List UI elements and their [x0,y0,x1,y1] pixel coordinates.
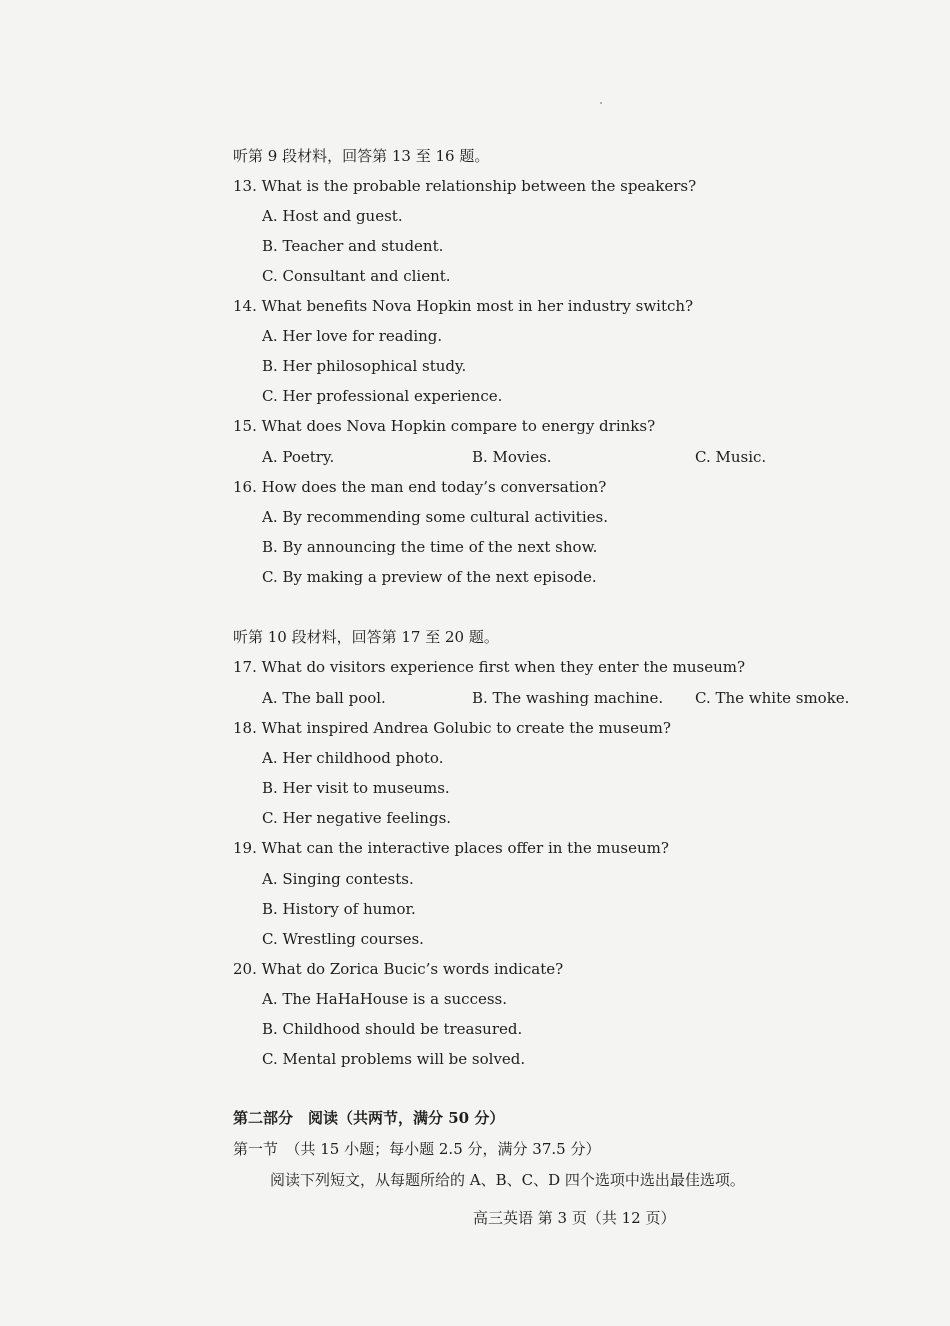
question-16: 16. How does the man end today’s conversation? [233,478,607,496]
page-footer: 高三英语 第 3 页（共 12 页） [473,1209,676,1227]
section9-heading: 听第 9 段材料，回答第 13 至 16 题。 [233,147,490,165]
q14-option-b: B. Her philosophical study. [262,357,467,375]
q20-option-c: C. Mental problems will be solved. [262,1050,526,1068]
q15-option-b: B. Movies. [472,448,552,466]
scan-speck [600,102,602,104]
q19-option-b: B. History of humor. [262,900,416,918]
q19-option-c: C. Wrestling courses. [262,930,424,948]
q18-option-b: B. Her visit to museums. [262,779,450,797]
question-17: 17. What do visitors experience first when they enter the museum? [233,658,746,676]
q17-option-c: C. The white smoke. [695,689,850,707]
q18-option-a: A. Her childhood photo. [262,749,444,767]
section10-heading: 听第 10 段材料，回答第 17 至 20 题。 [233,628,499,646]
q15-option-c: C. Music. [695,448,767,466]
q14-option-a: A. Her love for reading. [262,327,443,345]
q13-option-a: A. Host and guest. [262,207,403,225]
question-19: 19. What can the interactive places offer in the museum? [233,839,669,857]
part2-section1: 第一节 （共 15 小题；每小题 2.5 分，满分 37.5 分） [233,1140,601,1158]
q19-option-a: A. Singing contests. [262,870,414,888]
part2-instruction: 阅读下列短文，从每题所给的 A、B、C、D 四个选项中选出最佳选项。 [270,1171,745,1189]
question-20: 20. What do Zorica Bucic’s words indicate? [233,960,564,978]
q15-option-a: A. Poetry. [262,448,335,466]
part2-title: 第二部分 阅读（共两节，满分 50 分） [233,1109,505,1127]
q13-option-c: C. Consultant and client. [262,267,451,285]
question-14: 14. What benefits Nova Hopkin most in her industry switch? [233,297,694,315]
q17-option-a: A. The ball pool. [262,689,386,707]
q14-option-c: C. Her professional experience. [262,387,503,405]
q18-option-c: C. Her negative feelings. [262,809,452,827]
q20-option-a: A. The HaHaHouse is a success. [262,990,508,1008]
q13-option-b: B. Teacher and student. [262,237,444,255]
q20-option-b: B. Childhood should be treasured. [262,1020,523,1038]
question-13: 13. What is the probable relationship between the speakers? [233,177,697,195]
question-18: 18. What inspired Andrea Golubic to create the museum? [233,719,671,737]
question-15: 15. What does Nova Hopkin compare to energy drinks? [233,417,656,435]
q17-option-b: B. The washing machine. [472,689,664,707]
q16-option-a: A. By recommending some cultural activities. [262,508,608,526]
q16-option-b: B. By announcing the time of the next show. [262,538,598,556]
q16-option-c: C. By making a preview of the next episode. [262,568,597,586]
